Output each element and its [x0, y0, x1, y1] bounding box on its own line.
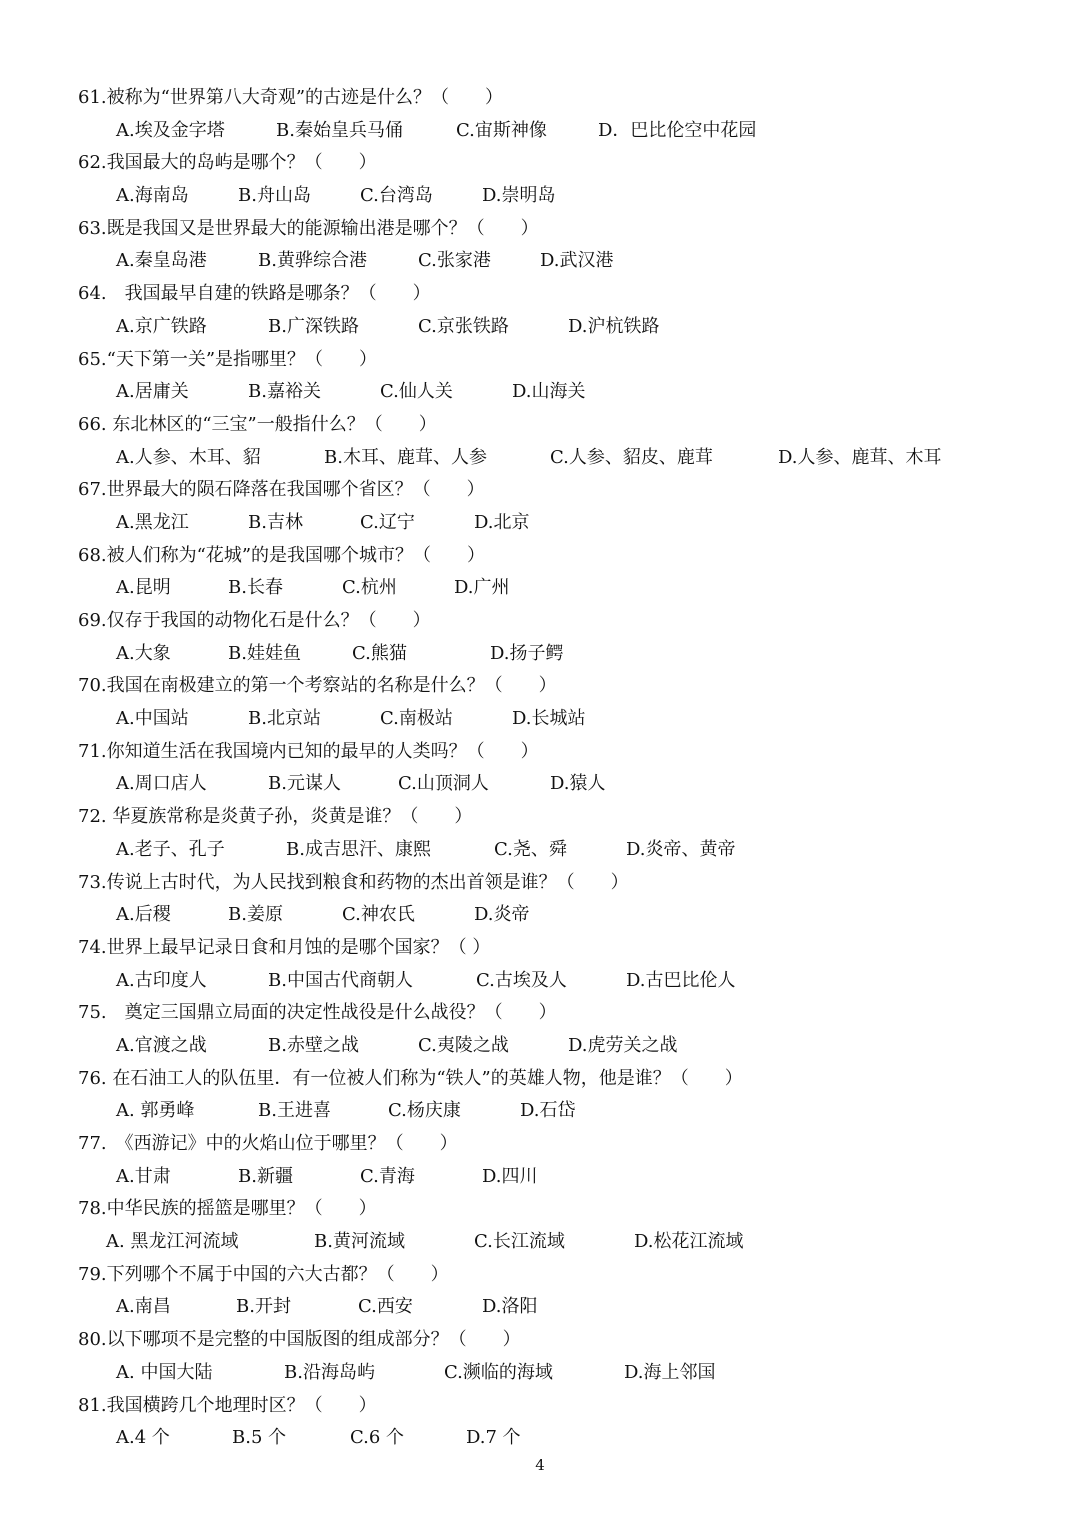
option-a: A.后稷	[116, 904, 171, 926]
question-text: 63.既是我国又是世界最大的能源输出港是哪个？（ ）	[78, 217, 539, 239]
option-c: C.濒临的海域	[444, 1361, 553, 1383]
option-c: C.辽宁	[360, 511, 415, 533]
option-b: B.元谋人	[268, 773, 341, 795]
question-text: 81.我国横跨几个地理时区？（ ）	[78, 1394, 377, 1416]
option-d: D.扬子鳄	[490, 642, 564, 664]
option-c: C.西安	[358, 1296, 413, 1318]
options-row	[78, 768, 1038, 801]
option-c: C.山顶洞人	[398, 773, 489, 795]
question-text: 69.仅存于我国的动物化石是什么？（ ）	[78, 610, 431, 631]
option-d: D.崇明岛	[482, 185, 556, 207]
question-text: 75. 奠定三国鼎立局面的决定性战役是什么战役？（ ）	[78, 1002, 557, 1024]
option-c: C.神农氏	[342, 904, 415, 926]
option-c: C.夷陵之战	[418, 1034, 509, 1056]
option-d: D.长城站	[512, 708, 586, 730]
option-d: D.武汉港	[540, 250, 614, 272]
option-b: B.中国古代商朝人	[268, 969, 413, 991]
option-d: D.广州	[454, 577, 510, 599]
option-d: D.7 个	[466, 1427, 521, 1449]
option-b: B.长春	[228, 577, 283, 599]
option-a: A.中国站	[116, 708, 189, 730]
question-text: 61.被称为“世界第八大奇观”的古迹是什么？（ ）	[78, 87, 504, 108]
question-text: 77. 《西游记》中的火焰山位于哪里？（ ）	[78, 1133, 458, 1154]
page-number: 4	[535, 1456, 545, 1474]
question-text: 64. 我国最早自建的铁路是哪条？（ ）	[78, 283, 431, 305]
option-b: B.广深铁路	[268, 315, 359, 337]
options-row	[78, 703, 1038, 736]
options-row	[78, 1030, 1038, 1063]
option-a: A.海南岛	[116, 185, 189, 207]
option-c: C.熊猫	[352, 642, 407, 664]
question-text: 71.你知道生活在我国境内已知的最早的人类吗？（ ）	[78, 740, 539, 762]
option-c: C.6 个	[350, 1427, 405, 1449]
options-row	[78, 311, 1038, 344]
option-d: D.炎帝	[474, 904, 530, 926]
option-a: A. 郭勇峰	[116, 1100, 195, 1122]
option-d: D.洛阳	[482, 1296, 538, 1318]
options-row	[78, 1095, 1038, 1128]
question-list	[78, 82, 1038, 1455]
option-d: D．巴比伦空中花园	[598, 119, 757, 141]
option-a: A.大象	[116, 642, 171, 664]
question-text: 66. 东北林区的“三宝”一般指什么？（ ）	[78, 413, 437, 435]
option-a: A.4 个	[116, 1427, 170, 1449]
option-c: C.杨庆康	[388, 1100, 461, 1122]
option-b: B.姜原	[228, 904, 283, 926]
question-text: 70.我国在南极建立的第一个考察站的名称是什么？（ ）	[78, 675, 557, 697]
options-row	[78, 834, 1038, 867]
options-row	[78, 115, 1038, 148]
options-row	[78, 1291, 1038, 1324]
options-row	[78, 180, 1038, 213]
options-row	[78, 899, 1038, 932]
question-text: 65.“天下第一关”是指哪里？（ ）	[78, 348, 378, 370]
options-row	[78, 376, 1038, 409]
option-b: B.王进喜	[258, 1100, 331, 1122]
option-c: C.台湾岛	[360, 185, 433, 207]
options-row	[78, 1357, 1038, 1390]
option-d: D.四川	[482, 1165, 538, 1187]
option-c: C.仙人关	[380, 381, 453, 403]
option-d: D.松花江流域	[634, 1231, 744, 1253]
option-a: A.甘肃	[116, 1165, 171, 1187]
question-text: 76. 在石油工人的队伍里．有一位被人们称为“铁人”的英雄人物，他是谁？（ ）	[78, 1067, 743, 1089]
options-row	[78, 442, 1038, 475]
option-b: B.赤壁之战	[268, 1034, 359, 1056]
option-a: A.居庸关	[116, 381, 189, 403]
option-c: C.杭州	[342, 577, 397, 599]
options-row	[78, 1226, 1038, 1259]
option-c: C.京张铁路	[418, 315, 509, 337]
option-d: D.虎劳关之战	[568, 1034, 678, 1056]
option-d: D.古巴比伦人	[626, 969, 736, 991]
option-b: B.成吉思汗、康熙	[286, 838, 431, 860]
options-row	[78, 1422, 1038, 1455]
option-d: D.沪杭铁路	[568, 315, 660, 337]
option-c: C.宙斯神像	[456, 119, 547, 141]
option-b: B.新疆	[238, 1165, 293, 1187]
option-a: A.昆明	[116, 577, 171, 599]
option-b: B.嘉裕关	[248, 381, 321, 403]
option-d: D.石岱	[520, 1100, 576, 1122]
question-text: 72. 华夏族常称是炎黄子孙，炎黄是谁？（ ）	[78, 806, 473, 828]
option-b: B.黄河流域	[314, 1231, 405, 1253]
option-b: B.娃娃鱼	[228, 642, 301, 664]
options-row	[78, 965, 1038, 998]
option-b: B.开封	[236, 1296, 291, 1318]
question-text: 68.被人们称为“花城”的是我国哪个城市？（ ）	[78, 544, 486, 566]
question-text: 74.世界上最早记录日食和月蚀的是哪个国家？（ ）	[78, 936, 491, 958]
question-text: 80.以下哪项不是完整的中国版图的组成部分？（ ）	[78, 1329, 521, 1351]
option-a: A.京广铁路	[116, 315, 207, 337]
option-a: A.黑龙江	[116, 511, 189, 533]
option-a: A.南昌	[116, 1296, 171, 1318]
question-text: 73.传说上古时代，为人民找到粮食和药物的杰出首领是谁？（ ）	[78, 871, 629, 893]
option-b: B.黄骅综合港	[258, 250, 367, 272]
option-a: A. 黑龙江河流域	[106, 1231, 239, 1253]
option-b: B.吉林	[248, 511, 303, 533]
question-text: 67.世界最大的陨石降落在我国哪个省区？（ ）	[78, 479, 485, 501]
option-c: C.青海	[360, 1165, 415, 1187]
options-row	[78, 245, 1038, 278]
option-c: C.古埃及人	[476, 969, 567, 991]
option-d: D.猿人	[550, 773, 606, 795]
option-a: A.老子、孔子	[116, 838, 225, 860]
option-b: B.秦始皇兵马俑	[276, 119, 403, 141]
options-row	[78, 1161, 1038, 1194]
option-c: C.张家港	[418, 250, 491, 272]
option-d: D.人参、鹿茸、木耳	[778, 446, 942, 468]
option-d: D.海上邻国	[624, 1361, 716, 1383]
option-a: A.官渡之战	[116, 1034, 207, 1056]
option-a: A.周口店人	[116, 773, 207, 795]
option-c: C.南极站	[380, 708, 453, 730]
option-d: D.北京	[474, 511, 530, 533]
question-text: 62.我国最大的岛屿是哪个？（ ）	[78, 152, 377, 174]
options-row	[78, 638, 1038, 671]
question-text: 79.下列哪个不属于中国的六大古都？（ ）	[78, 1263, 449, 1285]
question-text: 78.中华民族的摇篮是哪里？（ ）	[78, 1198, 377, 1220]
option-c: C.长江流域	[474, 1231, 565, 1253]
option-d: D.炎帝、黄帝	[626, 838, 736, 860]
option-b: B.舟山岛	[238, 185, 311, 207]
option-a: A.人参、木耳、貂	[116, 446, 261, 468]
option-d: D.山海关	[512, 381, 586, 403]
option-b: B.木耳、鹿茸、人参	[324, 446, 487, 468]
option-b: B.5 个	[232, 1427, 287, 1449]
option-a: A.古印度人	[116, 969, 207, 991]
options-row	[78, 507, 1038, 540]
option-c: C.人参、貂皮、鹿茸	[550, 446, 713, 468]
option-b: B.沿海岛屿	[284, 1361, 375, 1383]
option-a: A.埃及金字塔	[116, 119, 225, 141]
option-c: C.尧、舜	[494, 838, 567, 860]
option-b: B.北京站	[248, 708, 321, 730]
option-a: A.秦皇岛港	[116, 250, 207, 272]
option-a: A. 中国大陆	[116, 1361, 213, 1383]
options-row	[78, 572, 1038, 605]
